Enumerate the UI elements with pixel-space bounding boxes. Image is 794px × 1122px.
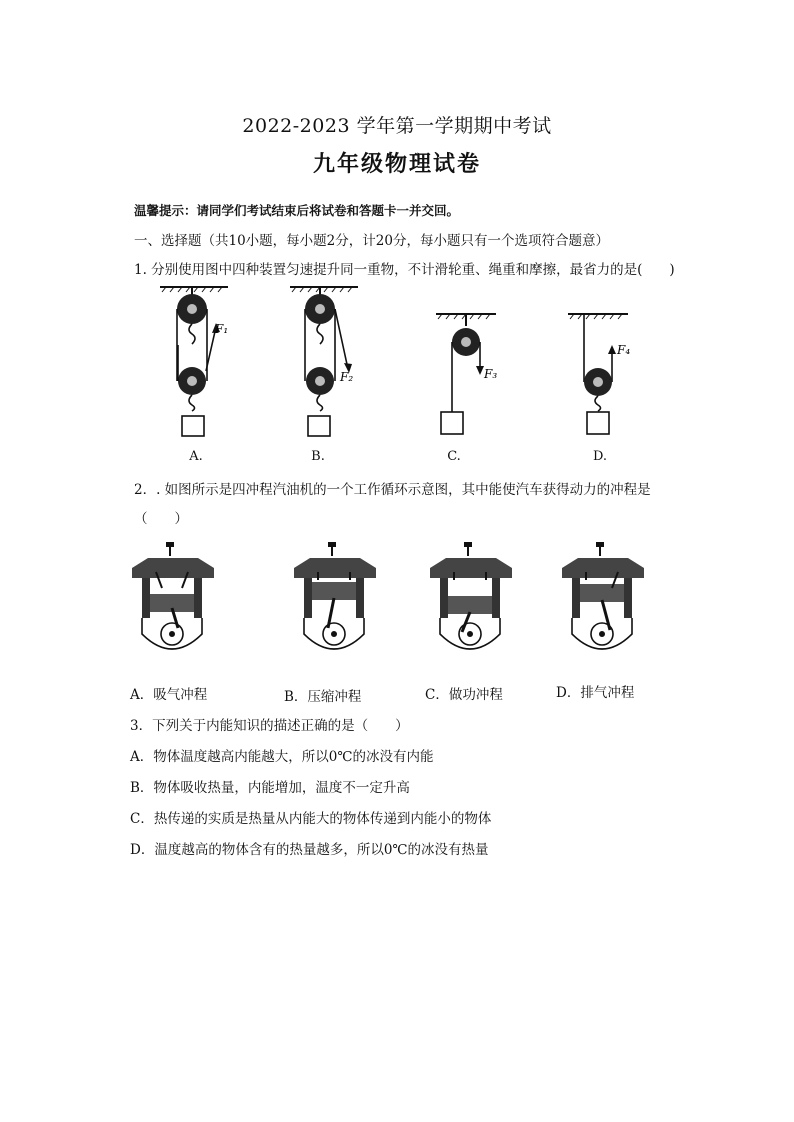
q3-stem: 3．下列关于内能知识的描述正确的是（ ） (130, 718, 409, 734)
q1-option-d: D. (592, 449, 608, 464)
q1-force-c: F₃ (484, 367, 498, 381)
q2-engine-b (290, 542, 380, 662)
q2-engine-c (426, 542, 516, 662)
q1-figure-c (434, 312, 514, 442)
q1-option-b: B. (311, 449, 325, 464)
q1-stem: 1. 分别使用图中四种装置匀速提升同一重物，不计滑轮重、绳重和摩擦，最省力的是( ) (134, 262, 675, 278)
q1-figure-d (566, 312, 646, 442)
q1-figure-b (288, 285, 378, 445)
q2-option-d: D．排气冲程 (556, 685, 635, 701)
q1-force-a: F₁ (215, 322, 229, 336)
q1-option-c: C. (447, 449, 461, 464)
q1-figure-a (158, 285, 248, 445)
q2-bracket: （ ） (134, 511, 188, 527)
q2-option-a: A．吸气冲程 (130, 687, 208, 703)
section-heading: 一、选择题（共10小题，每小题2分，计20分，每小题只有一个选项符合题意） (134, 233, 609, 249)
q3-option-d: D．温度越高的物体含有的热量越多，所以0℃的冰没有热量 (130, 842, 489, 858)
q3-option-a: A．物体温度越高内能越大，所以0℃的冰没有内能 (130, 749, 434, 765)
q1-force-b: F₂ (340, 370, 354, 384)
q2-engine-a (128, 542, 218, 662)
q2-engine-d (558, 542, 648, 662)
q1-force-d: F₄ (617, 343, 631, 357)
q2-stem: 2．. 如图所示是四冲程汽油机的一个工作循环示意图，其中能使汽车获得动力的冲程是 (134, 482, 651, 498)
q2-option-c: C．做功冲程 (425, 687, 503, 703)
q2-option-b: B．压缩冲程 (284, 689, 362, 705)
notice-text: 温馨提示：请同学们考试结束后将试卷和答题卡一并交回。 (134, 203, 460, 218)
exam-subtitle: 九年级物理试卷 (312, 151, 481, 177)
exam-title: 2022-2023 学年第一学期期中考试 (242, 115, 552, 137)
q3-option-b: B．物体吸收热量，内能增加，温度不一定升高 (130, 780, 410, 796)
q1-option-a: A. (189, 449, 203, 464)
q3-option-c: C．热传递的实质是热量从内能大的物体传递到内能小的物体 (130, 811, 492, 827)
